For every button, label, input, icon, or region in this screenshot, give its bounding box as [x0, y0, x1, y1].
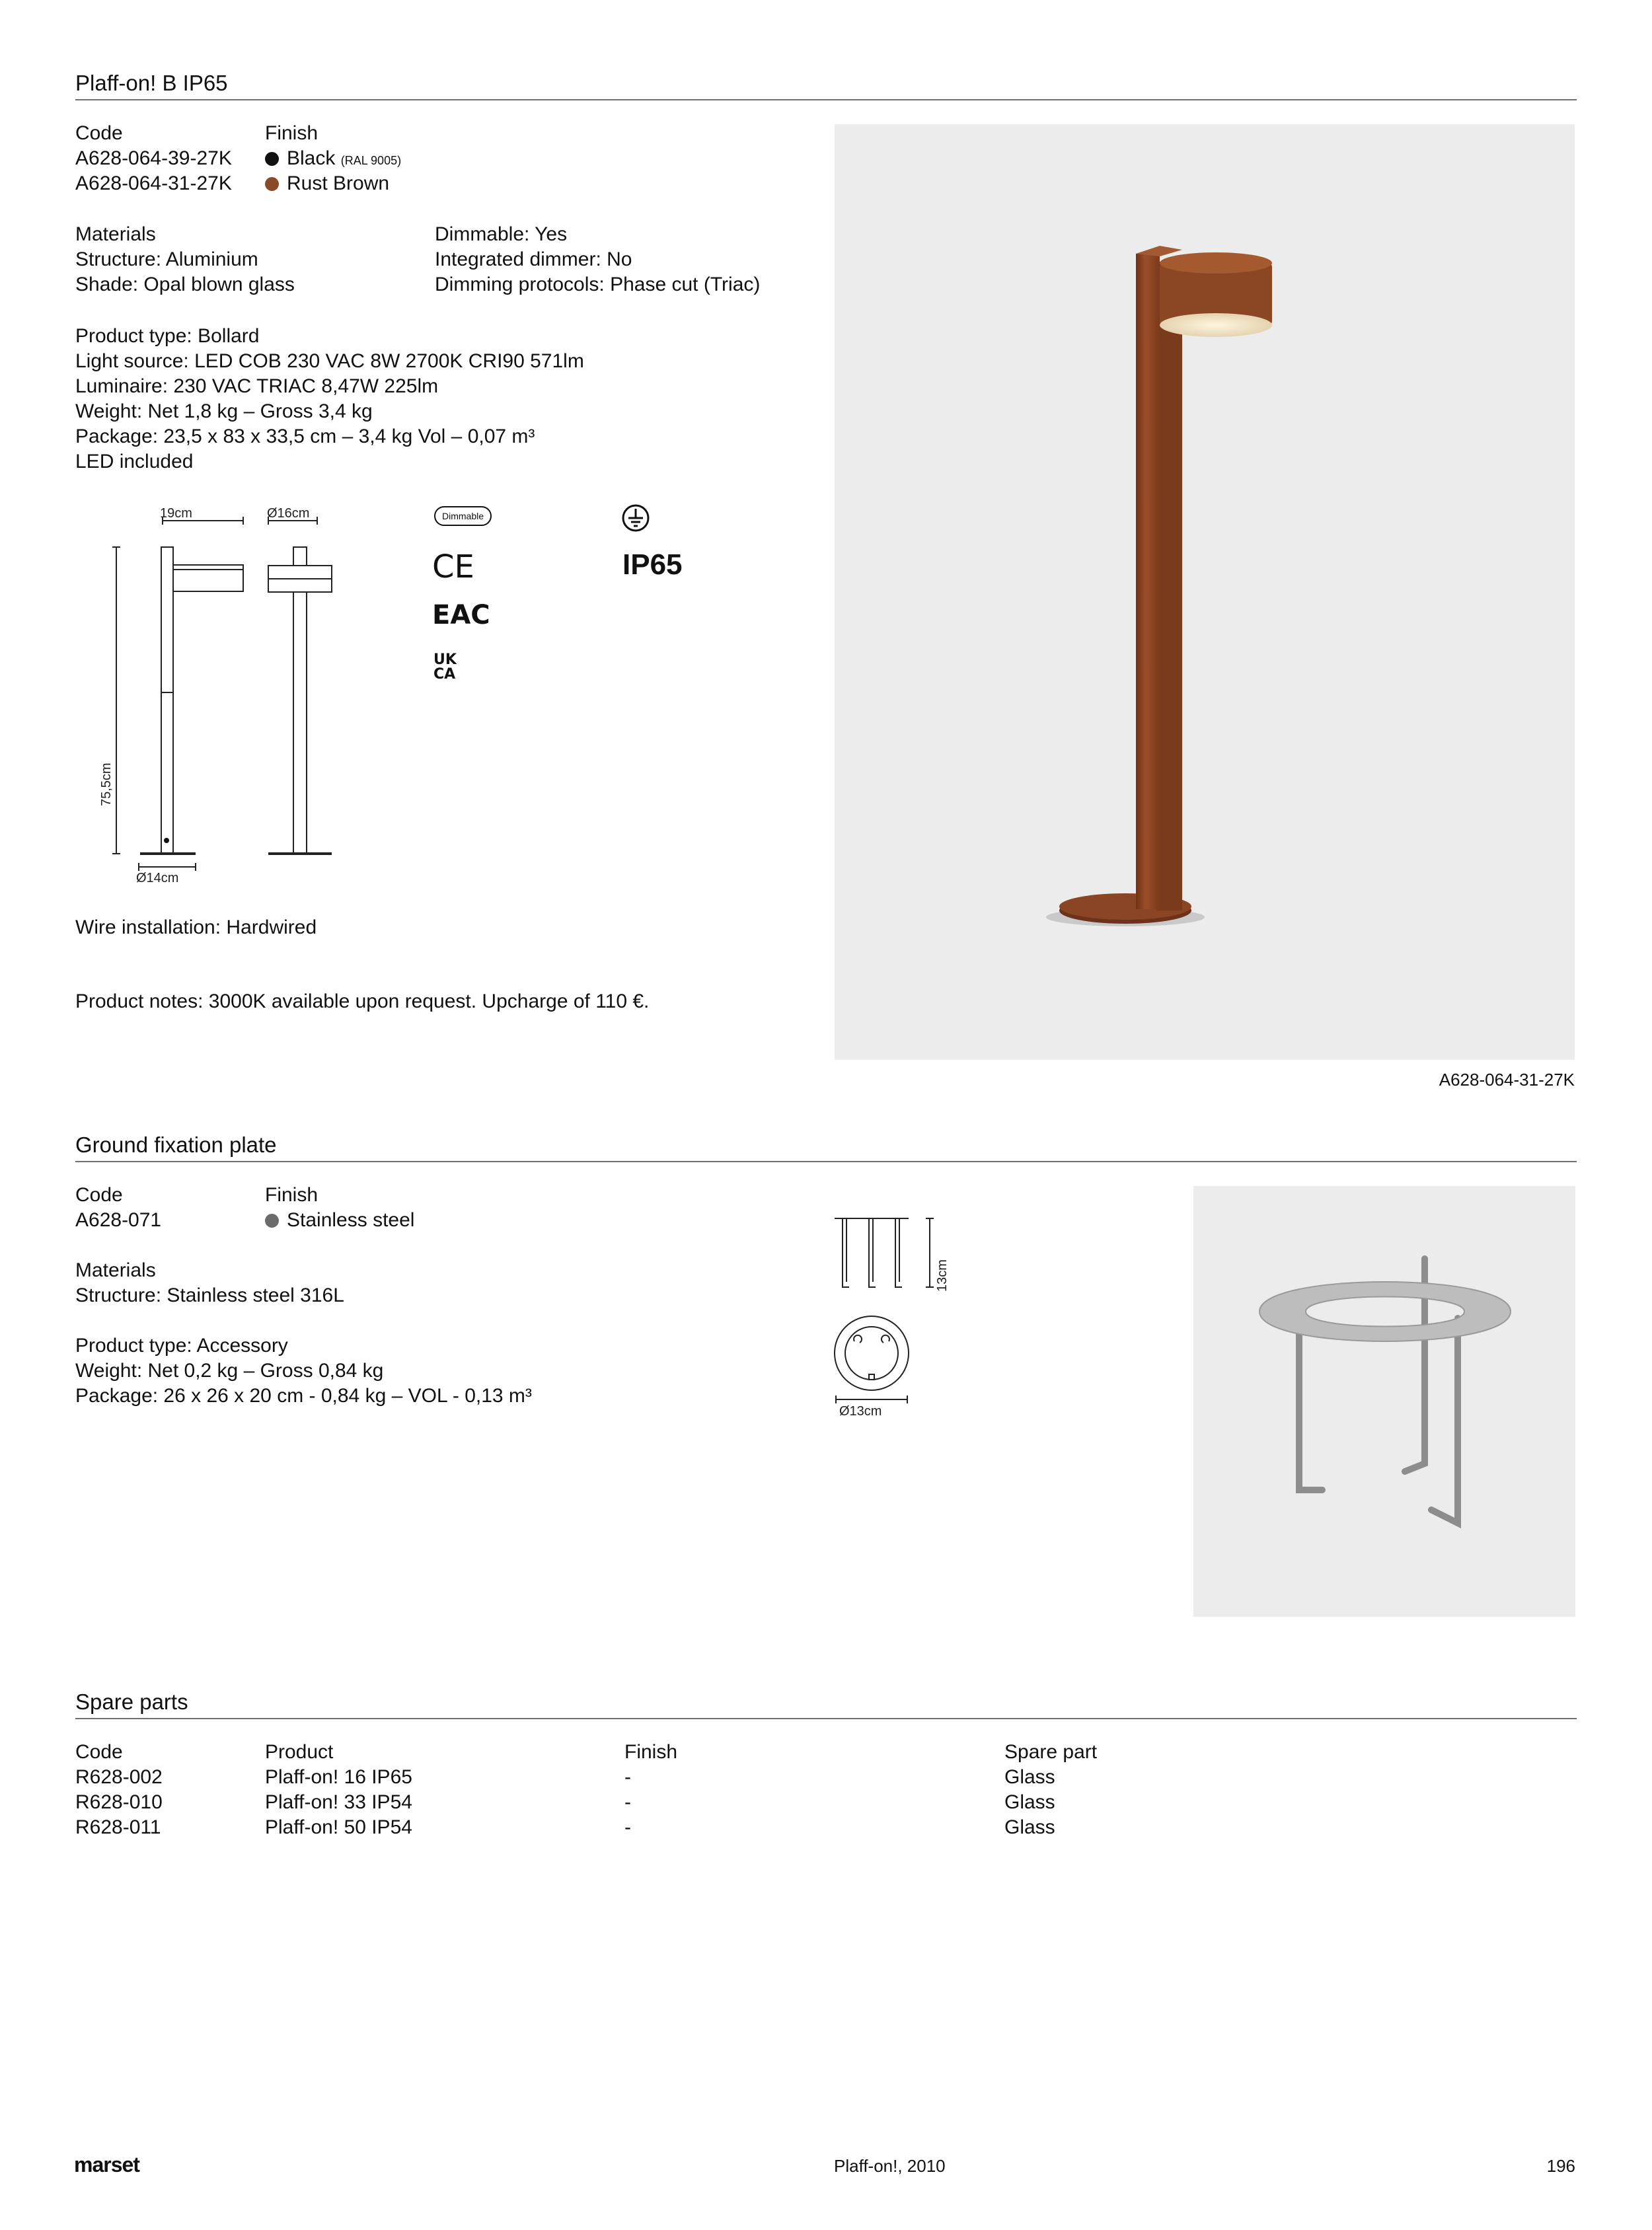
section-title-product: Plaff-on! B IP65: [75, 71, 228, 95]
page-number: 196: [1546, 2156, 1575, 2176]
photo-caption: A628-064-31-27K: [1439, 1070, 1575, 1090]
accessory-finish: Stainless steel: [265, 1208, 414, 1233]
finish-swatch-steel: [265, 1214, 279, 1228]
ce-mark: CE: [432, 548, 474, 585]
table-cell: Glass: [1004, 1791, 1055, 1813]
finish-swatch-rust: [265, 177, 279, 191]
variant-finish: Rust Brown: [265, 171, 389, 196]
table-header-code: Code: [75, 1741, 123, 1763]
variant-finish: Black (RAL 9005): [265, 146, 401, 173]
table-cell: R628-011: [75, 1816, 161, 1838]
finish-header: Finish: [265, 122, 319, 144]
accessory-code: A628-071: [75, 1209, 162, 1231]
finish-swatch-black: [265, 152, 279, 166]
fixation-technical-drawing: [829, 1203, 961, 1414]
table-cell: R628-010: [75, 1791, 163, 1813]
earth-ground-icon: [621, 503, 650, 533]
section-divider: [75, 99, 1577, 100]
table-cell: -: [624, 1791, 631, 1813]
code-header: Code: [75, 122, 123, 144]
table-header-finish: Finish: [624, 1741, 678, 1763]
code-header: Code: [75, 1184, 123, 1206]
finish-header: Finish: [265, 1184, 319, 1206]
ukca-mark: UK CA: [433, 651, 457, 683]
table-cell: Plaff-on! 16 IP65: [265, 1766, 412, 1788]
product-notes: Product notes: 3000K available upon request. Upcharge of 110 €.: [75, 990, 650, 1012]
section-divider: [75, 1718, 1577, 1719]
table-cell: Plaff-on! 50 IP54: [265, 1816, 412, 1838]
section-title-fixation: Ground fixation plate: [75, 1133, 277, 1157]
wire-installation: Wire installation: Hardwired: [75, 916, 317, 938]
dim-base: Ø14cm: [136, 871, 179, 885]
dim-height: 75,5cm: [99, 762, 114, 806]
fixation-photo: [1193, 1186, 1575, 1617]
dimming-block: Dimmable: Yes Integrated dimmer: No Dimming protocols: Phase cut (Triac): [435, 223, 761, 295]
section-divider: [75, 1161, 1577, 1162]
materials-block: Materials Structure: Aluminium Shade: Opal blown glass: [75, 223, 295, 295]
bollard-technical-drawing: [99, 502, 377, 885]
table-header-spare-part: Spare part: [1004, 1741, 1098, 1763]
dim-fixation-height: 13cm: [935, 1259, 950, 1292]
table-cell: -: [624, 1766, 631, 1788]
table-cell: Glass: [1004, 1766, 1055, 1788]
brand-logo: marset: [74, 2153, 139, 2176]
fixation-specs: Product type: Accessory Weight: Net 0,2 kg – Gross 0,84 kg Package: 26 x 26 x 20 cm - 0,84 kg – VOL - 0,13 m³: [75, 1335, 532, 1407]
dim-head-diameter: Ø16cm: [267, 506, 310, 521]
dim-fixation-diameter: Ø13cm: [839, 1404, 882, 1419]
table-cell: Glass: [1004, 1816, 1055, 1838]
fixation-materials: Materials Structure: Stainless steel 316L: [75, 1259, 344, 1306]
footer-collection: Plaff-on!, 2010: [834, 2156, 946, 2176]
dim-head-width: 19cm: [160, 506, 192, 521]
specs-block: Product type: Bollard Light source: LED COB 230 VAC 8W 2700K CRI90 571lm Luminaire: 230 VAC TRIAC 8,47W 225lm Weight: Net 1,8 kg – Gross 3,4 kg Package: 23,5 x 83 x 33,5 cm – 3,4 kg Vol – 0,07 m³ LED included: [75, 325, 584, 472]
variant-code: A628-064-31-27K: [75, 172, 232, 194]
table-header-product: Product: [265, 1741, 334, 1763]
product-photo: [835, 124, 1575, 1060]
dimmable-badge: Dimmable: [434, 506, 492, 526]
section-title-spares: Spare parts: [75, 1690, 188, 1714]
table-cell: -: [624, 1816, 631, 1838]
variant-code: A628-064-39-27K: [75, 147, 232, 169]
eac-mark: EAC: [432, 600, 490, 630]
ip-rating: IP65: [622, 548, 683, 581]
table-cell: Plaff-on! 33 IP54: [265, 1791, 412, 1813]
table-cell: R628-002: [75, 1766, 163, 1788]
